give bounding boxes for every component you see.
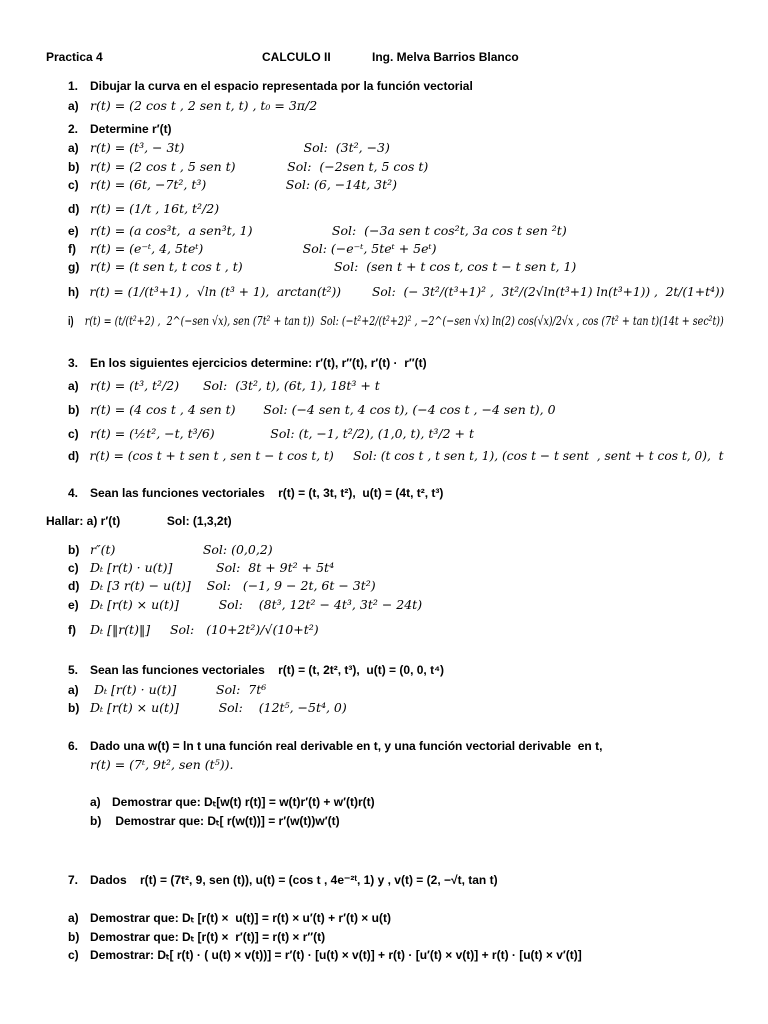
item-text: Dado una w(t) = ln t una función real derivable en t, y una función vectorial derivable en t, <box>90 739 603 753</box>
item-text: r(t) = (4 cos t , 4 sen t) Sol: (−4 sen t, 4 cos t), (−4 cos t , −4 sen t), 0 <box>90 402 556 417</box>
exercise-line <box>68 121 172 137</box>
exercise-line <box>90 794 375 810</box>
item-text: Dₜ [r(t) × u(t)] Sol: (8t³, 12t² − 4t³, 3t² − 24t) <box>90 597 423 612</box>
item-label: g) <box>68 260 80 274</box>
exercise-line <box>90 757 233 773</box>
item-text: Demostrar: Dₜ[ r(t) · ( u(t) × v(t))] = r′(t) · [u(t) × v(t)] + r(t) · [u′(t) × v(t)] + r(t) · [u(t) × v′(t)] <box>90 948 582 962</box>
item-label: b) <box>68 701 80 715</box>
item-label: i) <box>68 314 74 328</box>
item-text: Dados r(t) = (7t², 9, sen (t)), u(t) = (cos t , 4e⁻²ᵗ, 1) y , v(t) = (2, −√t, tan t) <box>90 873 498 887</box>
item-label: e) <box>68 224 79 238</box>
practice-title: Practica 4 <box>46 50 103 64</box>
item-label: 1. <box>68 79 79 93</box>
item-label: a) <box>68 99 79 113</box>
item-label: a) <box>68 379 79 393</box>
exercise-line <box>68 622 319 638</box>
exercise-line <box>68 662 444 678</box>
item-label: e) <box>68 598 79 612</box>
exercise-line <box>68 910 391 926</box>
item-text: r(t) = (a cos³t, a sen³t, 1) Sol: (−3a sen t cos²t, 3a cos t sen ²t) <box>90 223 567 238</box>
item-text: r(t) = (t³, t²/2) Sol: (3t², t), (6t, 1), 18t³ + t <box>90 378 380 393</box>
exercise-line <box>68 560 334 576</box>
item-text: Demostrar que: Dₜ[ r(w(t))] = r′(w(t))w′(t) <box>112 814 340 828</box>
item-text: Dₜ [‖r(t)‖] Sol: (10+2t²)/√(10+t²) <box>90 622 319 637</box>
exercise-line <box>68 872 498 888</box>
item-text: r(t) = (t³, − 3t) Sol: (3t², −3) <box>90 140 390 155</box>
exercise-line <box>68 448 724 464</box>
exercise-line <box>46 513 232 529</box>
item-text: r(t) = (t sen t, t cos t , t) Sol: (sen t + t cos t, cos t − t sen t, 1) <box>90 259 577 274</box>
item-label: c) <box>68 427 79 441</box>
item-label: a) <box>68 683 79 697</box>
item-label: d) <box>68 449 80 463</box>
item-text: Hallar: a) r′(t) Sol: (1,3,2t) <box>46 514 232 528</box>
exercise-line <box>68 542 273 558</box>
item-label: 6. <box>68 739 79 753</box>
item-text: Dₜ [3 r(t) − u(t)] Sol: (−1, 9 − 2t, 6t − 3t²) <box>90 578 376 593</box>
exercise-line <box>68 929 325 945</box>
item-label: f) <box>68 242 76 256</box>
exercise-line <box>68 223 567 239</box>
item-text: Sean las funciones vectoriales r(t) = (t, 2t², t³), u(t) = (0, 0, t⁴) <box>90 663 444 677</box>
exercise-line <box>68 259 576 275</box>
item-label: a) <box>68 911 79 925</box>
exercise-line <box>68 241 436 257</box>
exercise-line <box>68 402 556 418</box>
course-title: CALCULO II <box>262 50 331 64</box>
exercise-line <box>68 159 428 175</box>
teacher-name: Ing. Melva Barrios Blanco <box>372 50 519 64</box>
exercise-line <box>68 140 390 156</box>
item-label: b) <box>68 930 80 944</box>
item-text: r(t) = (e⁻ᵗ, 4, 5teᵗ) Sol: (−e⁻ᵗ, 5teᵗ + 5eᵗ) <box>90 241 437 256</box>
item-text: r(t) = (1/t , 16t, t²/2) <box>90 201 220 216</box>
item-label: 4. <box>68 486 79 500</box>
item-text: r″(t) Sol: (0,0,2) <box>90 542 273 557</box>
exercise-line <box>68 426 474 442</box>
exercise-line <box>68 485 443 501</box>
item-label: c) <box>68 948 79 962</box>
exercise-line <box>68 98 317 114</box>
item-text: r(t) = (cos t + t sen t , sen t − t cos t, t) Sol: (t cos t , t sen t, 1), (cos t − t sent , sent + t cos t, 0), t <box>89 448 724 463</box>
exercise-line <box>68 177 397 193</box>
item-text: Sean las funciones vectoriales r(t) = (t, 3t, t²), u(t) = (4t, t², t³) <box>90 486 444 500</box>
exercise-line <box>68 201 219 217</box>
item-text: En los siguientes ejercicios determine: r′(t), r″(t), r′(t) · r″(t) <box>90 356 427 370</box>
item-label: c) <box>68 178 79 192</box>
item-label: f) <box>68 623 76 637</box>
item-text: Demostrar que: Dₜ [r(t) × u(t)] = r(t) × u′(t) + r′(t) × u(t) <box>90 911 391 925</box>
item-label: 3. <box>68 356 79 370</box>
item-label: a) <box>68 141 79 155</box>
item-label: b) <box>68 160 80 174</box>
item-label: d) <box>68 202 80 216</box>
item-label: b) <box>68 403 80 417</box>
item-label: b) <box>90 814 102 828</box>
item-text: Dₜ [r(t) × u(t)] Sol: (12t⁵, −5t⁴, 0) <box>90 700 347 715</box>
exercise-line <box>68 597 422 613</box>
item-label: 5. <box>68 663 79 677</box>
item-label: a) <box>90 795 101 809</box>
exercise-line <box>68 682 266 698</box>
exercise-line <box>68 313 724 329</box>
item-text: r(t) = (6t, −7t², t³) Sol: (6, −14t, 3t²) <box>90 177 398 192</box>
exercise-line <box>68 284 724 300</box>
item-label: 7. <box>68 873 79 887</box>
exercise-line <box>68 355 427 371</box>
exercise-line <box>68 947 582 963</box>
item-label: h) <box>68 285 80 299</box>
item-text: Demostrar que: Dₜ [r(t) × r′(t)] = r(t) × r″(t) <box>90 930 326 944</box>
item-text: r(t) = (1/(t³+1) , √ln (t³ + 1), arctan(t²)) Sol: (− 3t²/(t³+1)² , 3t²/(2√ln(t³+1) ln(t³+1)) , 2t/(1+t⁴)) <box>89 284 725 299</box>
item-text: Determine r′(t) <box>90 122 172 136</box>
item-text: Dibujar la curva en el espacio representada por la función vectorial <box>90 79 473 93</box>
item-text: r(t) = (2 cos t , 2 sen t, t) , t₀ = 3π/2 <box>90 98 318 113</box>
item-text: Demostrar que: Dₜ[w(t) r(t)] = w(t)r′(t) + w′(t)r(t) <box>112 795 375 809</box>
item-text: r(t) = (7ᵗ, 9t², sen (t⁵)). <box>90 757 234 772</box>
item-text: r(t) = (½t², −t, t³/6) Sol: (t, −1, t²/2), (1,0, t), t³/2 + t <box>90 426 474 441</box>
exercise-line <box>68 78 473 94</box>
exercise-line <box>68 378 380 394</box>
item-label: c) <box>68 561 79 575</box>
item-label: d) <box>68 579 80 593</box>
exercise-line <box>90 813 340 829</box>
exercise-line <box>68 700 347 716</box>
exercise-line <box>68 578 376 594</box>
item-text: Dₜ [r(t) · u(t)] Sol: 8t + 9t² + 5t⁴ <box>90 560 335 575</box>
exercise-line <box>68 738 602 754</box>
item-text: r(t) = (2 cos t , 5 sen t) Sol: (−2sen t, 5 cos t) <box>90 159 429 174</box>
item-label: b) <box>68 543 80 557</box>
item-text: Dₜ [r(t) · u(t)] Sol: 7t⁶ <box>90 682 267 697</box>
item-text: r(t) = (t/(t²+2) , 2^(−sen √x), sen (7t² + tan t)) Sol: (−t²+2/(t²+2)² , −2^(−sen √x) ln(2) cos(√x)/2√x , cos (7t² + tan t)(14t + sec²t)) <box>84 313 724 328</box>
item-label: 2. <box>68 122 79 136</box>
